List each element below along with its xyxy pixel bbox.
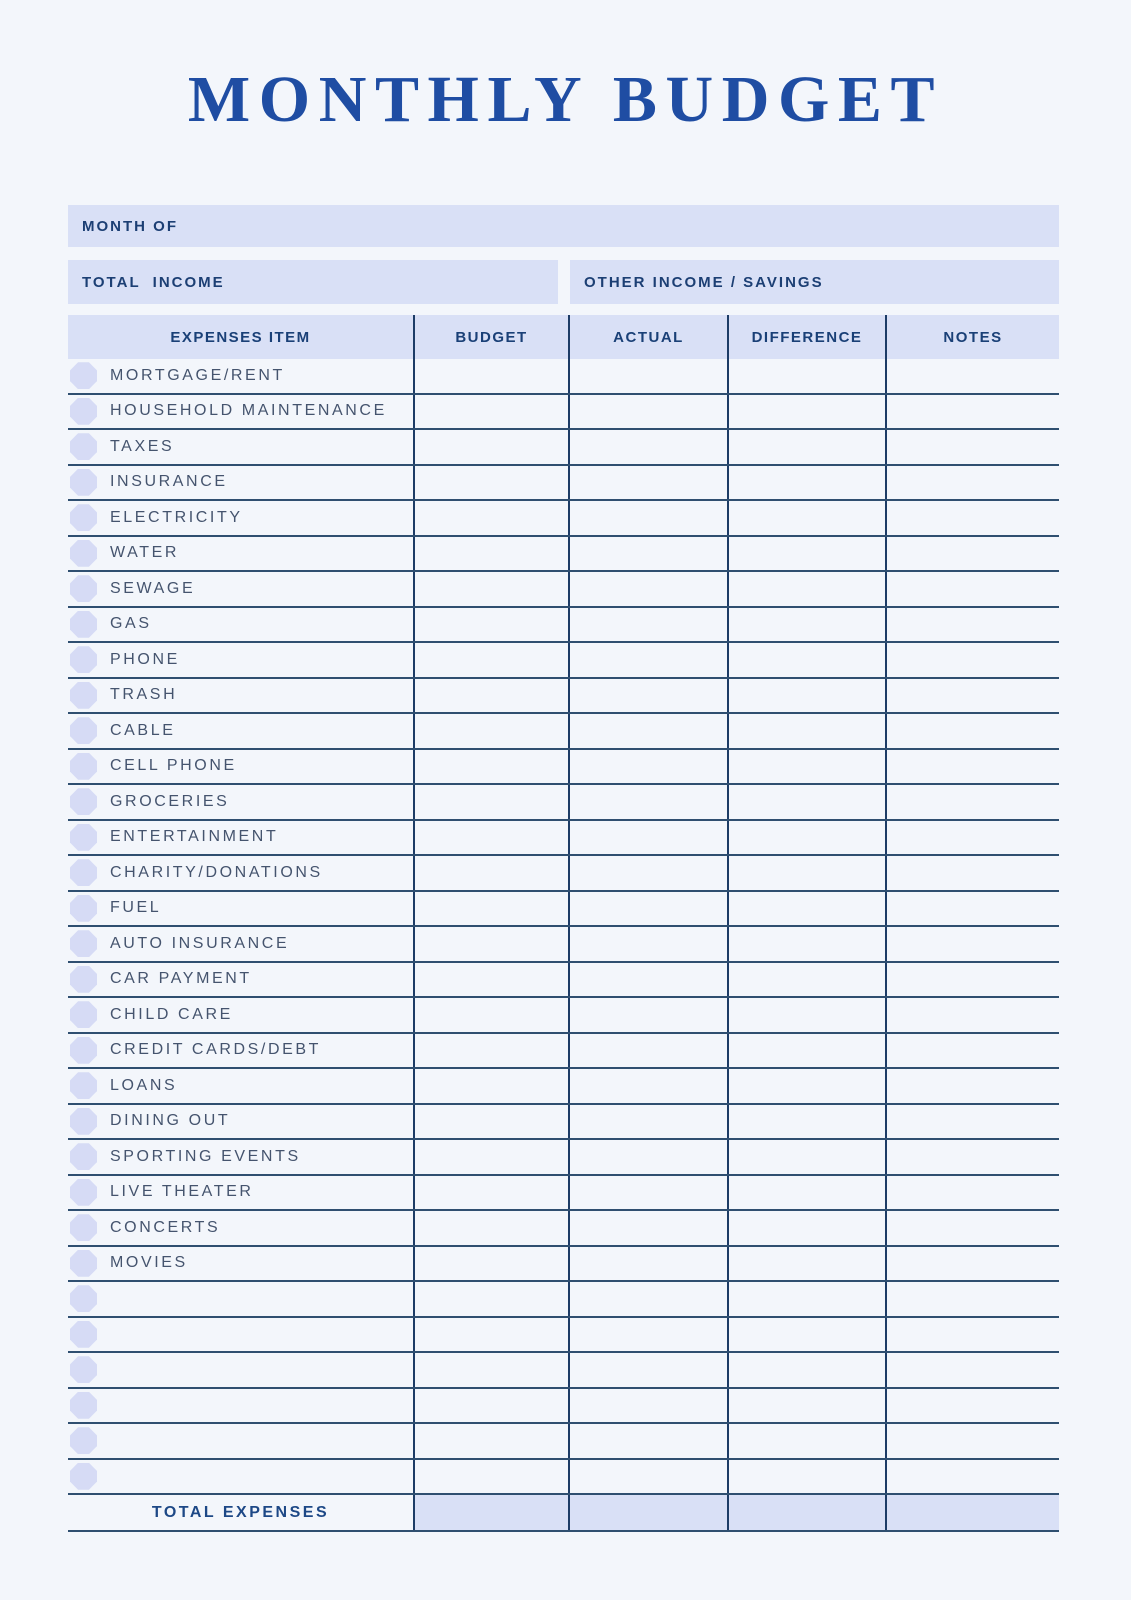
expense-row — [68, 1069, 1059, 1105]
expense-item-label: CAR PAYMENT — [110, 970, 252, 988]
expense-item-cell — [68, 359, 415, 393]
budget-cell[interactable] — [415, 1460, 570, 1494]
expense-item-label: CHILD CARE — [110, 1005, 233, 1023]
budget-cell[interactable] — [415, 537, 570, 571]
expense-item-label: INSURANCE — [110, 473, 228, 491]
difference-cell[interactable] — [729, 572, 887, 606]
octagon-bullet-icon — [70, 966, 97, 993]
notes-cell[interactable] — [887, 1247, 1059, 1281]
difference-cell[interactable] — [729, 1247, 887, 1281]
actual-cell[interactable] — [570, 856, 729, 890]
expenses-table — [68, 315, 1059, 1532]
actual-cell[interactable] — [570, 785, 729, 819]
difference-cell[interactable] — [729, 1211, 887, 1245]
empty-expense-row — [68, 1460, 1059, 1496]
budget-cell[interactable] — [415, 1424, 570, 1458]
expense-item-cell — [68, 821, 415, 855]
budget-cell[interactable] — [415, 963, 570, 997]
octagon-bullet-icon — [70, 1143, 97, 1170]
expense-row — [68, 785, 1059, 821]
budget-cell[interactable] — [415, 1105, 570, 1139]
budget-cell[interactable] — [415, 1389, 570, 1423]
actual-cell[interactable] — [570, 1211, 729, 1245]
actual-cell[interactable] — [570, 537, 729, 571]
expense-item-cell — [68, 395, 415, 429]
octagon-bullet-icon — [70, 646, 97, 673]
expense-item-label: TAXES — [110, 437, 175, 455]
actual-cell[interactable] — [570, 963, 729, 997]
notes-cell[interactable] — [887, 537, 1059, 571]
difference-cell[interactable] — [729, 395, 887, 429]
notes-cell[interactable] — [887, 963, 1059, 997]
total-actual-cell[interactable] — [570, 1495, 729, 1530]
notes-cell[interactable] — [887, 501, 1059, 535]
difference-cell[interactable] — [729, 1140, 887, 1174]
octagon-bullet-icon — [70, 1037, 97, 1064]
expense-item-label: CABLE — [110, 721, 176, 739]
header-notes: NOTES — [943, 328, 1003, 346]
expense-item-label: PHONE — [110, 650, 180, 668]
octagon-bullet-icon — [70, 717, 97, 744]
expense-item-cell — [68, 643, 415, 677]
income-row — [68, 260, 1059, 304]
expense-item-cell — [68, 927, 415, 961]
budget-cell[interactable] — [415, 1034, 570, 1068]
difference-cell[interactable] — [729, 466, 887, 500]
octagon-bullet-icon — [70, 1214, 97, 1241]
expense-item-cell — [68, 679, 415, 713]
expense-item-label: HOUSEHOLD MAINTENANCE — [110, 402, 387, 420]
difference-cell[interactable] — [729, 856, 887, 890]
notes-cell[interactable] — [887, 1460, 1059, 1494]
empty-expense-row — [68, 1389, 1059, 1425]
actual-cell[interactable] — [570, 1389, 729, 1423]
actual-cell[interactable] — [570, 1424, 729, 1458]
empty-expense-row — [68, 1318, 1059, 1354]
header-actual: ACTUAL — [570, 315, 729, 359]
actual-cell[interactable] — [570, 1034, 729, 1068]
difference-cell[interactable] — [729, 963, 887, 997]
octagon-bullet-icon — [70, 1250, 97, 1277]
expense-item-cell — [68, 1211, 415, 1245]
budget-cell[interactable] — [415, 821, 570, 855]
expense-item-cell — [68, 430, 415, 464]
other-income-savings-field[interactable] — [570, 260, 1059, 304]
difference-cell[interactable] — [729, 1353, 887, 1387]
actual-cell[interactable] — [570, 1140, 729, 1174]
notes-cell[interactable] — [887, 1105, 1059, 1139]
octagon-bullet-icon — [70, 859, 97, 886]
difference-cell[interactable] — [729, 1034, 887, 1068]
expense-item-label: CELL PHONE — [110, 757, 237, 775]
expense-row — [68, 430, 1059, 466]
actual-cell[interactable] — [570, 608, 729, 642]
notes-cell[interactable] — [887, 892, 1059, 926]
budget-cell[interactable] — [415, 572, 570, 606]
difference-cell[interactable] — [729, 1069, 887, 1103]
expense-item-label: MORTGAGE/RENT — [110, 366, 285, 384]
total-income-label: TOTAL INCOME — [82, 273, 225, 291]
budget-cell[interactable] — [415, 785, 570, 819]
expense-item-label: TRASH — [110, 686, 178, 704]
octagon-bullet-icon — [70, 362, 97, 389]
difference-cell[interactable] — [729, 714, 887, 748]
notes-cell[interactable] — [887, 1176, 1059, 1210]
notes-cell[interactable] — [887, 998, 1059, 1032]
octagon-bullet-icon — [70, 469, 97, 496]
expense-item-label: GROCERIES — [110, 792, 230, 810]
notes-cell[interactable] — [887, 1069, 1059, 1103]
notes-cell[interactable] — [887, 608, 1059, 642]
expense-item-cell — [68, 501, 415, 535]
total-income-field[interactable] — [68, 260, 558, 304]
expense-row — [68, 821, 1059, 857]
month-of-label: MONTH OF — [82, 217, 178, 235]
expense-row — [68, 608, 1059, 644]
expense-item-cell — [68, 1247, 415, 1281]
actual-cell[interactable] — [570, 892, 729, 926]
octagon-bullet-icon — [70, 1285, 97, 1312]
difference-cell[interactable] — [729, 1424, 887, 1458]
notes-cell[interactable] — [887, 466, 1059, 500]
difference-cell[interactable] — [729, 821, 887, 855]
difference-cell[interactable] — [729, 1282, 887, 1316]
total-expenses-label: TOTAL EXPENSES — [68, 1495, 415, 1530]
notes-cell[interactable] — [887, 1318, 1059, 1352]
header-budget: BUDGET — [415, 315, 570, 359]
notes-cell[interactable] — [887, 1034, 1059, 1068]
expense-item-label: WATER — [110, 544, 179, 562]
expense-row — [68, 963, 1059, 999]
octagon-bullet-icon — [70, 682, 97, 709]
actual-cell[interactable] — [570, 1282, 729, 1316]
notes-cell[interactable] — [887, 1389, 1059, 1423]
octagon-bullet-icon — [70, 895, 97, 922]
difference-cell[interactable] — [729, 679, 887, 713]
difference-cell[interactable] — [729, 1176, 887, 1210]
total-budget-cell[interactable] — [415, 1495, 570, 1530]
notes-cell[interactable] — [887, 927, 1059, 961]
budget-cell[interactable] — [415, 1140, 570, 1174]
expense-item-cell — [68, 892, 415, 926]
octagon-bullet-icon — [70, 1072, 97, 1099]
actual-cell[interactable] — [570, 1176, 729, 1210]
difference-cell[interactable] — [729, 537, 887, 571]
octagon-bullet-icon — [70, 788, 97, 815]
notes-cell[interactable] — [887, 1140, 1059, 1174]
difference-cell[interactable] — [729, 608, 887, 642]
header-difference: DIFFERENCE — [729, 315, 887, 359]
table-header-row — [68, 315, 1059, 359]
budget-cell[interactable] — [415, 1247, 570, 1281]
difference-cell[interactable] — [729, 1318, 887, 1352]
expense-item-label: ELECTRICITY — [110, 508, 243, 526]
total-notes-cell[interactable] — [887, 1495, 1059, 1530]
budget-cell[interactable] — [415, 1176, 570, 1210]
expense-row — [68, 643, 1059, 679]
expense-item-cell — [68, 537, 415, 571]
octagon-bullet-icon — [70, 753, 97, 780]
expense-row — [68, 1176, 1059, 1212]
difference-cell[interactable] — [729, 927, 887, 961]
budget-cell[interactable] — [415, 1353, 570, 1387]
expense-row — [68, 892, 1059, 928]
expense-row — [68, 750, 1059, 786]
empty-expense-row — [68, 1424, 1059, 1460]
actual-cell[interactable] — [570, 750, 729, 784]
octagon-bullet-icon — [70, 1179, 97, 1206]
expense-item-label: CONCERTS — [110, 1218, 221, 1236]
notes-cell[interactable] — [887, 714, 1059, 748]
actual-cell[interactable] — [570, 1460, 729, 1494]
expense-item-cell — [68, 1176, 415, 1210]
actual-cell[interactable] — [570, 1105, 729, 1139]
actual-cell[interactable] — [570, 359, 729, 393]
expense-item-cell — [68, 1105, 415, 1139]
expense-row — [68, 1105, 1059, 1141]
notes-cell[interactable] — [887, 821, 1059, 855]
budget-cell[interactable] — [415, 679, 570, 713]
expense-item-label: SEWAGE — [110, 579, 196, 597]
budget-cell[interactable] — [415, 1282, 570, 1316]
month-of-field[interactable] — [68, 205, 1059, 247]
empty-expense-row — [68, 1353, 1059, 1389]
expense-row — [68, 501, 1059, 537]
actual-cell[interactable] — [570, 1318, 729, 1352]
octagon-bullet-icon — [70, 398, 97, 425]
notes-cell[interactable] — [887, 1353, 1059, 1387]
budget-cell[interactable] — [415, 1069, 570, 1103]
expense-row — [68, 998, 1059, 1034]
budget-cell[interactable] — [415, 1211, 570, 1245]
expense-item-cell — [68, 963, 415, 997]
notes-cell[interactable] — [887, 1211, 1059, 1245]
actual-cell[interactable] — [570, 1353, 729, 1387]
expense-item-label: GAS — [110, 615, 152, 633]
actual-cell[interactable] — [570, 679, 729, 713]
notes-cell[interactable] — [887, 430, 1059, 464]
expense-row — [68, 1140, 1059, 1176]
octagon-bullet-icon — [70, 540, 97, 567]
difference-cell[interactable] — [729, 785, 887, 819]
difference-cell[interactable] — [729, 430, 887, 464]
expense-item-label: FUEL — [110, 899, 162, 917]
notes-cell[interactable] — [887, 395, 1059, 429]
octagon-bullet-icon — [70, 611, 97, 638]
notes-cell[interactable] — [887, 359, 1059, 393]
expense-item-cell — [68, 572, 415, 606]
expense-item-label: LIVE THEATER — [110, 1183, 254, 1201]
expense-row — [68, 537, 1059, 573]
expense-item-cell — [68, 750, 415, 784]
expense-item-label: AUTO INSURANCE — [110, 934, 290, 952]
notes-cell[interactable] — [887, 643, 1059, 677]
expense-item-cell — [68, 1140, 415, 1174]
expense-item-cell — [68, 1069, 415, 1103]
actual-cell[interactable] — [570, 466, 729, 500]
actual-cell[interactable] — [570, 1069, 729, 1103]
octagon-bullet-icon — [70, 1001, 97, 1028]
total-difference-cell[interactable] — [729, 1495, 887, 1530]
expense-row — [68, 466, 1059, 502]
actual-cell[interactable] — [570, 714, 729, 748]
expense-row — [68, 395, 1059, 431]
difference-cell[interactable] — [729, 1460, 887, 1494]
expense-row — [68, 572, 1059, 608]
budget-cell[interactable] — [415, 856, 570, 890]
budget-cell[interactable] — [415, 714, 570, 748]
budget-cell[interactable] — [415, 395, 570, 429]
budget-cell[interactable] — [415, 608, 570, 642]
other-income-savings-label: OTHER INCOME / SAVINGS — [584, 273, 824, 291]
actual-cell[interactable] — [570, 821, 729, 855]
expense-item-label: DINING OUT — [110, 1112, 231, 1130]
expense-item-cell — [68, 1034, 415, 1068]
total-expenses-row — [68, 1495, 1059, 1532]
difference-cell[interactable] — [729, 1389, 887, 1423]
difference-cell[interactable] — [729, 1105, 887, 1139]
expense-row — [68, 856, 1059, 892]
expense-item-label: SPORTING EVENTS — [110, 1147, 301, 1165]
table-body — [68, 359, 1059, 1495]
expense-item-cell — [68, 608, 415, 642]
expense-item-cell — [68, 1460, 415, 1494]
notes-cell[interactable] — [887, 1424, 1059, 1458]
octagon-bullet-icon — [70, 1321, 97, 1348]
expense-item-label: ENTERTAINMENT — [110, 828, 279, 846]
expense-item-cell — [68, 856, 415, 890]
expense-item-cell — [68, 714, 415, 748]
budget-cell[interactable] — [415, 359, 570, 393]
header-expenses-item: EXPENSES ITEM — [68, 315, 415, 359]
notes-cell[interactable] — [887, 785, 1059, 819]
expense-row — [68, 1211, 1059, 1247]
budget-cell[interactable] — [415, 430, 570, 464]
difference-cell[interactable] — [729, 501, 887, 535]
notes-cell[interactable] — [887, 572, 1059, 606]
notes-cell[interactable] — [887, 750, 1059, 784]
actual-cell[interactable] — [570, 1247, 729, 1281]
expense-row — [68, 1247, 1059, 1283]
octagon-bullet-icon — [70, 1392, 97, 1419]
budget-cell[interactable] — [415, 1318, 570, 1352]
actual-cell[interactable] — [570, 998, 729, 1032]
notes-cell[interactable] — [887, 856, 1059, 890]
octagon-bullet-icon — [70, 575, 97, 602]
expense-item-cell — [68, 785, 415, 819]
actual-cell[interactable] — [570, 395, 729, 429]
expense-row — [68, 679, 1059, 715]
expense-item-label: CREDIT CARDS/DEBT — [110, 1041, 322, 1059]
budget-cell[interactable] — [415, 892, 570, 926]
budget-cell[interactable] — [415, 501, 570, 535]
budget-cell[interactable] — [415, 927, 570, 961]
octagon-bullet-icon — [70, 824, 97, 851]
octagon-bullet-icon — [70, 504, 97, 531]
budget-cell[interactable] — [415, 750, 570, 784]
expense-item-cell — [68, 1318, 415, 1352]
difference-cell[interactable] — [729, 998, 887, 1032]
expense-item-cell — [68, 1282, 415, 1316]
octagon-bullet-icon — [70, 930, 97, 957]
difference-cell[interactable] — [729, 892, 887, 926]
budget-cell[interactable] — [415, 643, 570, 677]
actual-cell[interactable] — [570, 927, 729, 961]
expense-row — [68, 359, 1059, 395]
octagon-bullet-icon — [70, 1427, 97, 1454]
expense-item-cell — [68, 1353, 415, 1387]
budget-cell[interactable] — [415, 466, 570, 500]
difference-cell[interactable] — [729, 750, 887, 784]
budget-cell[interactable] — [415, 998, 570, 1032]
page-title: MONTHLY BUDGET — [187, 63, 944, 136]
expense-item-cell — [68, 1389, 415, 1423]
expense-item-cell — [68, 466, 415, 500]
octagon-bullet-icon — [70, 433, 97, 460]
expense-item-label: LOANS — [110, 1076, 178, 1094]
octagon-bullet-icon — [70, 1356, 97, 1383]
actual-cell[interactable] — [570, 572, 729, 606]
expense-item-cell — [68, 1424, 415, 1458]
expense-item-label: CHARITY/DONATIONS — [110, 863, 323, 881]
expense-row — [68, 714, 1059, 750]
expense-row — [68, 1034, 1059, 1070]
expense-item-label: MOVIES — [110, 1254, 188, 1272]
difference-cell[interactable] — [729, 643, 887, 677]
empty-expense-row — [68, 1282, 1059, 1318]
expense-row — [68, 927, 1059, 963]
octagon-bullet-icon — [70, 1108, 97, 1135]
actual-cell[interactable] — [570, 501, 729, 535]
expense-item-cell — [68, 998, 415, 1032]
notes-cell[interactable] — [887, 1282, 1059, 1316]
octagon-bullet-icon — [70, 1463, 97, 1490]
difference-cell[interactable] — [729, 359, 887, 393]
actual-cell[interactable] — [570, 430, 729, 464]
actual-cell[interactable] — [570, 643, 729, 677]
notes-cell[interactable] — [887, 679, 1059, 713]
